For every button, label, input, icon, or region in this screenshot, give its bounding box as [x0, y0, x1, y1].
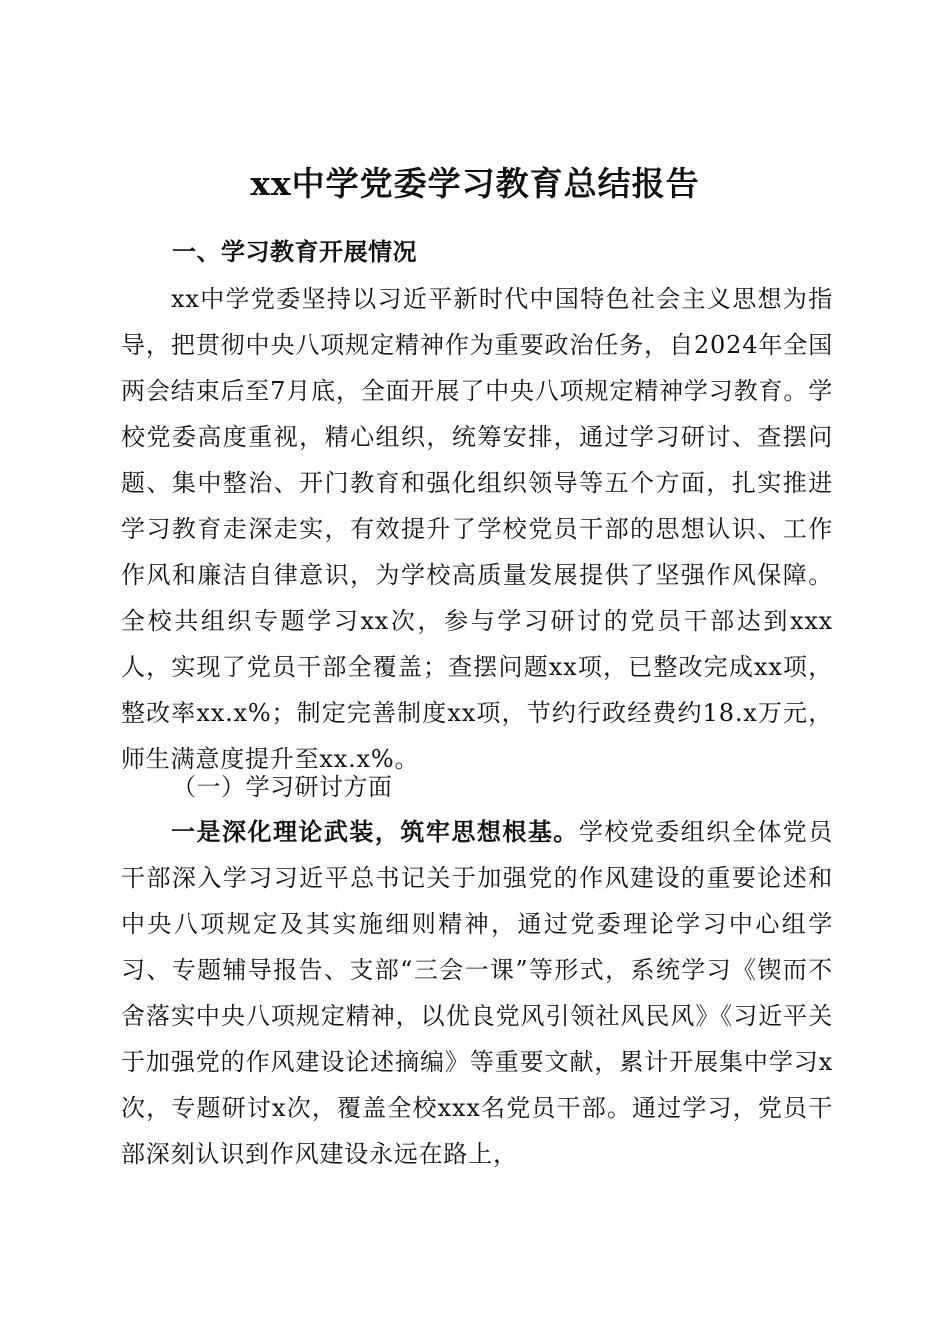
subsection-1-paragraph	[121, 809, 833, 1177]
paragraph-lead-sentence: 一是深化理论武装，筑牢思想根基。	[171, 817, 579, 846]
paragraph-body-text: 学校党委组织全体党员干部深入学习习近平总书记关于加强党的作风建设的重要论述和中央八项规定及其实施细则精神，通过党委理论学习中心组学习、专题辅导报告、支部“三会一课”等形式，系统学习《锲而不舍落实中央八项规定精神，以优良党风引领社风民风》《习近平关于加强党的作风建设论述摘编》等重要文献，累计开展集中学习x次，专题研讨x次，覆盖全校xxx名党员干部。通过学习，党员干部深刻认识到作风建设永远在路上，	[121, 818, 833, 1168]
section-heading-1: 一、学习教育开展情况	[172, 237, 417, 266]
section-1-paragraph: xx中学党委坚持以习近平新时代中国特色社会主义思想为指导，把贯彻中央八项规定精神作为重要政治任务，自2024年全国两会结束后至7月底，全面开展了中央八项规定精神学习教育。学校党委高度重视，精心组织，统筹安排，通过学习研讨、查摆问题、集中整治、开门教育和强化组织领导等五个方面，扎实推进学习教育走深走实，有效提升了学校党员干部的思想认识、工作作风和廉洁自律意识，为学校高质量发展提供了坚强作风保障。全校共组织专题学习xx次，参与学习研讨的党员干部达到xxx人，实现了党员干部全覆盖；查摆问题xx项，已整改完成xx项，整改率xx.x%；制定完善制度xx项，节约行政经费约18.x万元，师生满意度提升至xx.x%。	[121, 285, 833, 773]
document-title: xx中学党委学习教育总结报告	[250, 164, 700, 204]
subsection-heading-1: （一）学习研讨方面	[172, 773, 393, 801]
